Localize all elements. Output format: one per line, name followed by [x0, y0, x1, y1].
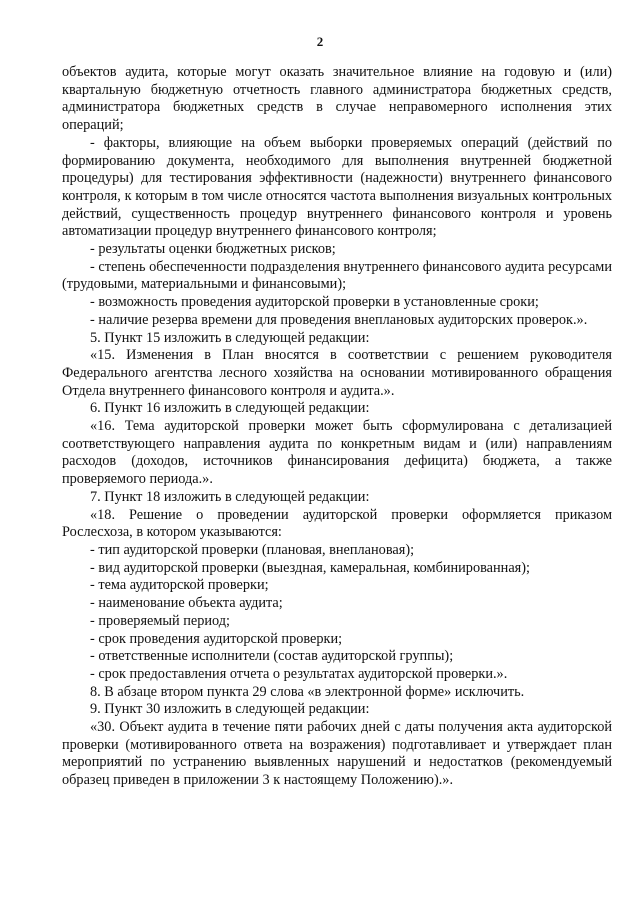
paragraph: - вид аудиторской проверки (выездная, камеральная, комбинированная); [90, 559, 530, 576]
paragraph: - возможность проведения аудиторской проверки в установленные сроки; [90, 294, 539, 311]
paragraph: - наличие резерва времени для проведения внеплановых аудиторских проверок.». [90, 311, 588, 328]
paragraph: - результаты оценки бюджетных рисков; [90, 241, 336, 258]
paragraph: - факторы, влияющие на объем выборки проверяемых операций (действий по формированию документа, необходимого для выполнения внутренней бюджетной процедуры) для тестирования эффективности (надежности) внутреннего финансового контроля, к которым в том числе относятся частота выполнения визуальных контрольных действий, существенность процедур внутреннего финансового контроля и уровень автоматизации процедур внутреннего финансового контроля; [62, 134, 612, 240]
paragraph: - ответственные исполнители (состав аудиторской группы); [90, 648, 454, 665]
document-body [62, 64, 612, 790]
paragraph: - срок проведения аудиторской проверки; [90, 630, 343, 647]
paragraph: 5. Пункт 15 изложить в следующей редакции: [90, 329, 370, 346]
paragraph: - тип аудиторской проверки (плановая, внеплановая); [90, 541, 415, 558]
paragraph: объектов аудита, которые могут оказать значительное влияние на годовую и (или) квартальную бюджетную отчетность главного администратора бюджетных средств, администратора бюджетных средств в случае неправомерного исполнения этих операций; [62, 64, 612, 134]
paragraph: 7. Пункт 18 изложить в следующей редакции: [90, 488, 370, 505]
paragraph: - степень обеспеченности подразделения внутреннего финансового аудита ресурсами (трудовыми, материальными и финансовыми); [62, 258, 612, 293]
paragraph: - наименование объекта аудита; [90, 595, 283, 612]
paragraph: «30. Объект аудита в течение пяти рабочих дней с даты получения акта аудиторской проверки (мотивированного ответа на возражения) подготавливает и утверждает план мероприятий по устранению выявленных нарушений и недостатков (рекомендуемый образец приведен в приложении 3 к настоящему Положению).». [62, 719, 612, 789]
paragraph: - срок предоставления отчета о результатах аудиторской проверки.». [90, 665, 508, 682]
paragraph: 9. Пункт 30 изложить в следующей редакции: [90, 701, 370, 718]
paragraph: «18. Решение о проведении аудиторской проверки оформляется приказом Рослесхоза, в котором указываются: [62, 506, 612, 541]
paragraph: 6. Пункт 16 изложить в следующей редакции: [90, 400, 370, 417]
paragraph: 8. В абзаце втором пункта 29 слова «в электронной форме» исключить. [90, 683, 525, 700]
paragraph: - проверяемый период; [90, 612, 231, 629]
paragraph: «15. Изменения в План вносятся в соответствии с решением руководителя Федерального агентства лесного хозяйства на основании мотивированного обращения Отдела внутреннего финансового контроля и аудита.». [62, 347, 612, 399]
paragraph: - тема аудиторской проверки; [90, 577, 269, 594]
paragraph: «16. Тема аудиторской проверки может быть сформулирована с детализацией соответствующего направления аудита по конкретным видам и (или) направлениям расходов (доходов, источников финансирования дефицита) бюджета, а также проверяемого периода.». [62, 418, 612, 488]
page-number: 2 [316, 34, 324, 49]
